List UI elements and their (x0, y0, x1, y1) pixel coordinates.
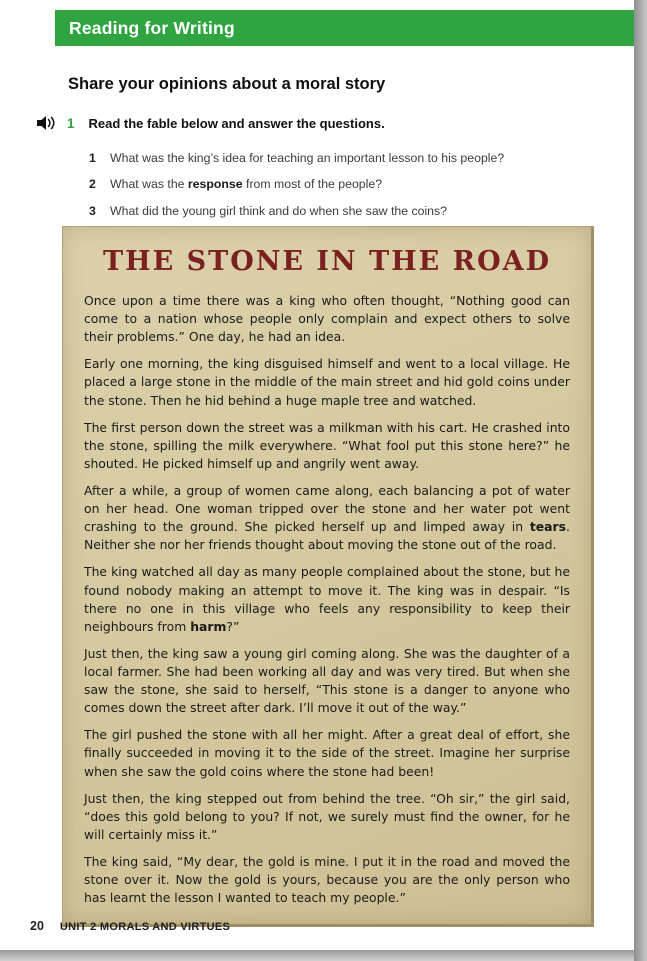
question-list (89, 151, 594, 230)
story-paragraph (84, 292, 570, 346)
section-title: Share your opinions about a moral story (68, 75, 386, 93)
speaker-icon (36, 115, 58, 131)
text-segment: The king watched all day as many people complained about the stone, but he found nobody making an attempt to move it. The king was in despair. “Is there no one in this village who feels any responsibility to keep their neighbours from (84, 564, 570, 634)
text-segment: Early one morning, the king disguised himself and went to a local village. He placed a large stone in the middle of the main street and hid gold coins under the stone. Then he hid behind a huge maple tree and watched. (84, 356, 570, 408)
question-text (110, 151, 504, 166)
page-footer (30, 919, 230, 933)
story-paragraph (84, 790, 570, 844)
text-segment: from most of the people? (242, 177, 383, 192)
text-segment: ?” (226, 618, 240, 634)
text-segment: The king said, “My dear, the gold is mine. I put it in the road and moved the stone over it. Now the gold is yours, because you are the only person who has learnt the lesson I wanted to teach my people.” (84, 853, 570, 906)
story-paragraph (84, 419, 570, 473)
text-segment: What did the young girl think and do when she saw the coins? (110, 203, 448, 218)
text-segment: . Neither she nor her friends thought about moving the stone out of the road. (84, 519, 570, 553)
unit-label: UNIT 2 MORALS AND VIRTUES (59, 921, 231, 933)
story-paragraph (84, 355, 570, 409)
chapter-header-bar (55, 10, 634, 46)
text-segment: What was the (110, 177, 188, 192)
page-number: 20 (30, 919, 44, 933)
question-text (110, 177, 382, 192)
scan-edge-bottom (0, 950, 647, 961)
question-text (110, 204, 447, 219)
text-segment: The first person down the street was a milkman with his cart. He crashed into the stone, spilling the milk everywhere. “What fool put this stone here?” he shouted. He picked himself up and angrily went away. (84, 419, 570, 471)
story-paragraph (84, 563, 570, 635)
question-item (89, 177, 594, 192)
text-segment: harm (190, 618, 227, 634)
question-item (89, 204, 594, 219)
question-number: 1 (89, 151, 96, 165)
story-paragraph (84, 482, 570, 554)
question-item (89, 151, 594, 166)
question-number: 3 (89, 203, 96, 218)
text-segment: tears (529, 519, 567, 535)
story-paragraph (84, 853, 570, 907)
story-box (62, 226, 594, 927)
story-paragraph (84, 726, 570, 780)
activity-instruction-row (36, 115, 385, 131)
activity-instruction: Read the fable below and answer the questions. (88, 115, 385, 131)
text-segment: Just then, the king saw a young girl coming along. She was the daughter of a local farmer. She had been working all day and was very tired. But when she saw the stone, she said to herself, “This stone is a danger to anyone who comes down the street after dark. I’ll move it out of the way.” (84, 645, 570, 716)
story-paragraph (84, 645, 570, 717)
text-segment: Just then, the king stepped out from behind the tree. “Oh sir,” the girl said, “does this gold belong to you? If not, we surely must find the owner, for he will certainly miss it.” (84, 790, 570, 842)
story-title: THE STONE IN THE ROAD (103, 246, 551, 277)
text-segment: After a while, a group of women came along, each balancing a pot of water on her head. One woman tripped over the stone and her water pot went crashing to the ground. She picked herself up and limped away in (84, 482, 570, 535)
chapter-title: Reading for Writing (69, 17, 235, 38)
scan-edge-right (634, 0, 647, 961)
text-segment: What was the king’s idea for teaching an important lesson to his people? (110, 151, 505, 165)
activity-number: 1 (67, 115, 75, 131)
text-segment: response (187, 177, 243, 192)
question-number: 2 (89, 177, 96, 192)
text-segment: Once upon a time there was a king who often thought, “Nothing good can come to a nation whose people only complain and expect others to solve their problems.” One day, he had an idea. (84, 293, 570, 345)
text-segment: The girl pushed the stone with all her might. After a great deal of effort, she finally succeeded in moving it to the side of the street. Imagine her surprise when she saw the gold coins where the stone had been! (84, 727, 570, 779)
